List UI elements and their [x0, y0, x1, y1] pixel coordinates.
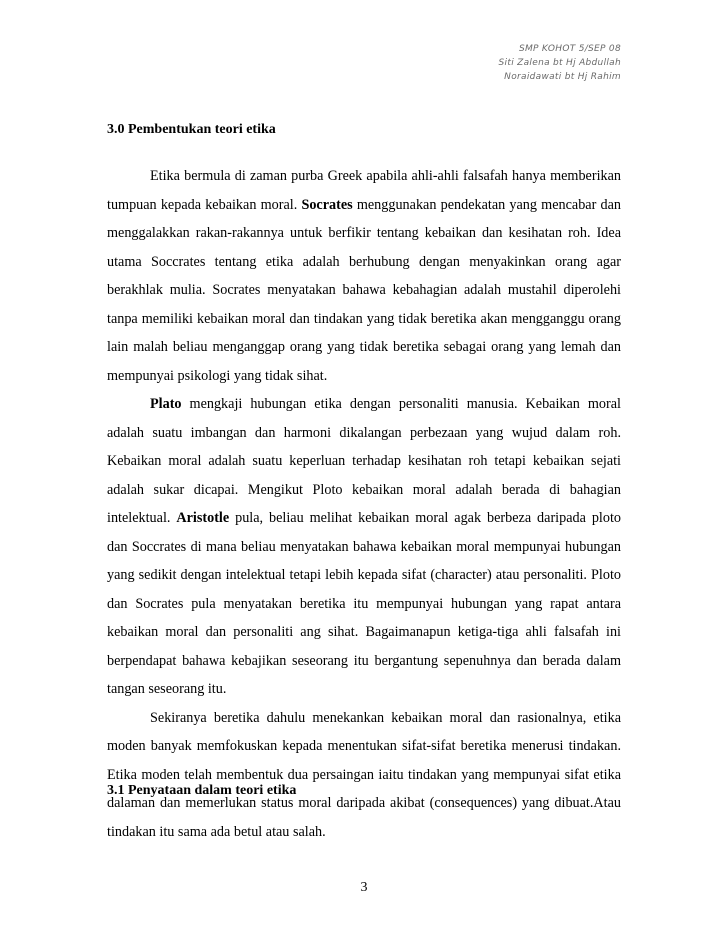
paragraph-2	[107, 390, 621, 704]
paragraph-1	[107, 162, 621, 390]
paragraph-2-text-b: pula, beliau melihat kebaikan moral agak berbeza daripada ploto dan Soccrates di mana beliau menyatakan bahawa kebaikan moral mempunyai hubungan yang sedikit dengan intelektual tetapi lebih kepada sifat (character) atau personaliti. Ploto dan Socrates pula menyatakan beretika itu mempunyai hubungan yang rapat antara kebaikan moral dan personaliti ang sihat. Bagaimanapun ketiga-tiga ahli falsafah ini berpendapat bahawa kebajikan seseorang itu bergantung sepenuhnya dan berada dalam tangan seseorang itu.	[107, 510, 621, 697]
paragraph-1-bold-socrates: Socrates	[301, 196, 353, 213]
paragraph-2-bold-aristotle: Aristotle	[176, 510, 230, 526]
paragraph-3: Sekiranya beretika dahulu menekankan kebaikan moral dan rasionalnya, etika moden banyak memfokuskan kepada menentukan sifat-sifat beretika menerusi tindakan. Etika moden telah membentuk dua persaingan iaitu tindakan yang mempunyai sifat etika dalaman dan memerlukan status moral daripada akibat (consequences) yang dibuat.Atau tindakan itu sama ada betul atau salah.	[107, 709, 621, 840]
paragraph-1-text-b: menggunakan pendekatan yang mencabar dan menggalakkan rakan-rakannya untuk berfikir tentang kebaikan dan kesihatan roh. Idea utama Soccrates tentang etika adalah berhubung dengan menyakinkan orang agar berakhlak mulia. Socrates menyatakan bahawa kebahagian adalah mustahil diperolehi tanpa memiliki kebaikan moral dan tindakan yang tidak beretika akan mengganggu orang lain malah beliau menganggap orang yang tidak beretika sebagai orang yang lemah dan mempunyai psikologi yang tidak sihat.	[107, 196, 621, 384]
section-heading-3-1: 3.1 Penyataan dalam teori etika	[107, 783, 297, 798]
page-header	[499, 42, 621, 84]
page-number: 3	[360, 880, 368, 895]
paragraph-1-text-a: Etika bermula di zaman purba Greek apabila ahli-ahli falsafah hanya memberikan tumpuan kepada kebaikan moral.	[107, 168, 621, 213]
section-heading-3-0: 3.0 Pembentukan teori etika	[107, 122, 276, 137]
paragraph-2-bold-plato: Plato	[150, 396, 182, 412]
header-line-author-2: Noraidawati bt Hj Rahim	[504, 72, 621, 82]
paragraph-2-text-a: mengkaji hubungan etika dengan personaliti manusia. Kebaikan moral adalah suatu imbangan dan harmoni dikalangan perbezaan yang wujud dalam roh. Kebaikan moral adalah suatu keperluan terhadap kesihatan roh tetapi kebaikan sejati adalah sukar dicapai. Mengikut Ploto kebaikan moral adalah berada di bahagian intelektual.	[107, 396, 621, 526]
section-body-3-0	[107, 162, 621, 846]
header-line-course: SMP KOHOT 5/SEP 08	[518, 44, 621, 54]
header-line-author-1: Siti Zalena bt Hj Abdullah	[498, 58, 621, 68]
